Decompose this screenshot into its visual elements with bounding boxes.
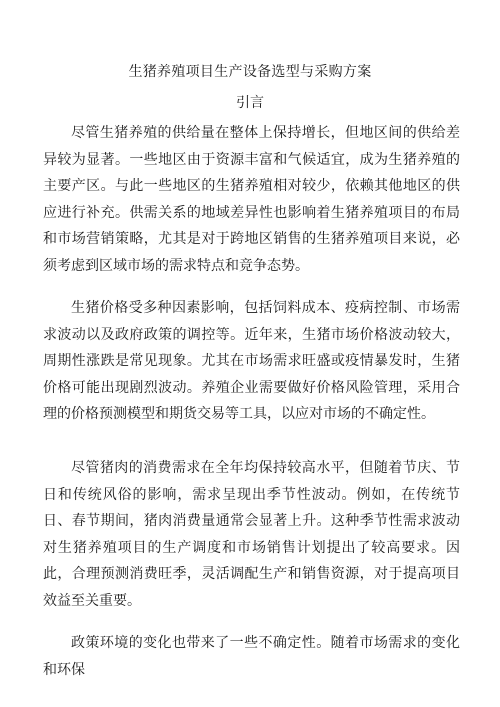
document-title: 生猪养殖项目生产设备选型与采购方案 (128, 64, 372, 80)
body-paragraph: 政策环境的变化也带来了一些不确定性。随着市场需求的变化和环保 (43, 635, 460, 678)
body-paragraph: 尽管猪肉的消费需求在全年均保持较高水平，但随着节庆、节日和传统风俗的影响，需求呈现出季节性波动。例如，在传统节日、春节期间，猪肉消费量通常会显著上升。这种季节性需求波动对生猪养殖项目的生产调度和市场销售计划提出了较高要求。因此，合理预测消费旺季，灵活调配生产和销售资源，对于提高项目效益至关重要。 (43, 460, 460, 609)
body-paragraph: 生猪价格受多种因素影响，包括饲料成本、疫病控制、市场需求波动以及政府政策的调控等。近年来，生猪市场价格波动较大，周期性涨跌是常见现象。尤其在市场需求旺盛或疫情暴发时，生猪价格可能出现剧烈波动。养殖企业需要做好价格风险管理，采用合理的价格预测模型和期货交易等工具，以应对市场的不确定性。 (43, 300, 460, 422)
section-heading-introduction: 引言 (236, 95, 264, 111)
body-paragraph: 尽管生猪养殖的供给量在整体上保持增长，但地区间的供给差异较为显著。一些地区由于资源丰富和气候适宜，成为生猪养殖的主要产区。与此一些地区的生猪养殖相对较少，依赖其他地区的供应进行补充。供需关系的地域差异性也影响着生猪养殖项目的布局和市场营销策略，尤其是对于跨地区销售的生猪养殖项目来说，必须考虑到区域市场的需求特点和竞争态势。 (43, 125, 460, 274)
